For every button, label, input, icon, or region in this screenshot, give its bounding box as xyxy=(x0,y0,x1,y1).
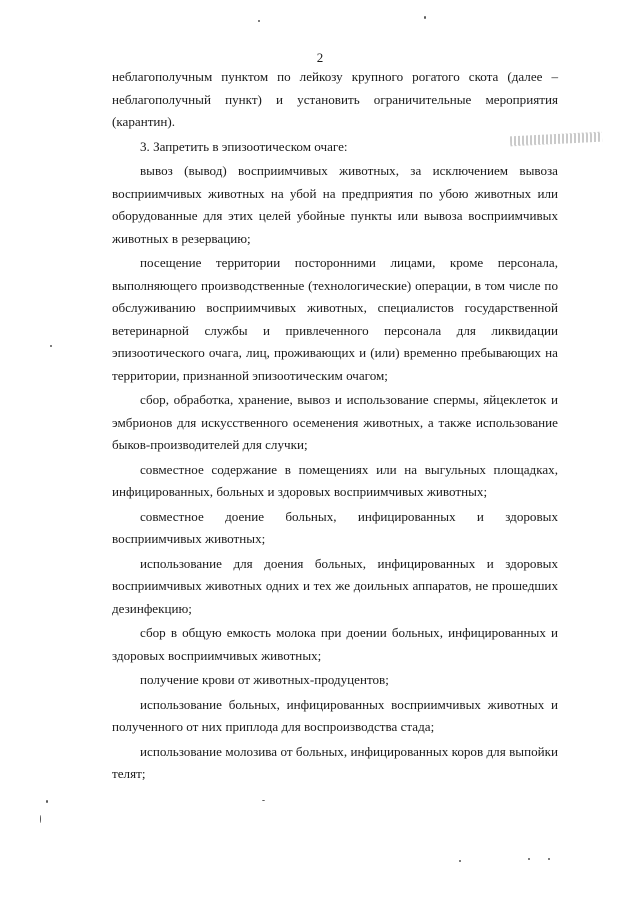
scan-speck xyxy=(40,815,41,823)
scan-speck xyxy=(459,860,461,862)
paragraph: посещение территории посторонними лицами, кроме персонала, выполняющего производственные (технологические) операции, в том числе по обслуживанию восприимчивых животных, специалистов государственной ветеринарной службы и привлеченного персонала для ликвидации эпизоотического очага, лиц, проживающих и (или) временно пребывающих на территории, признанной эпизоотическим очагом; xyxy=(112,255,558,383)
scan-speck xyxy=(46,800,48,803)
paragraph: сбор в общую емкость молока при доении больных, инфицированных и здоровых восприимчивых животных; xyxy=(112,625,558,663)
paragraph: использование больных, инфицированных восприимчивых животных и полученного от них приплода для воспроизводства стада; xyxy=(112,696,558,734)
section-heading: 3. Запретить в эпизоотическом очаге: xyxy=(140,138,348,154)
scan-speck xyxy=(424,16,426,19)
scan-speck xyxy=(548,858,550,860)
paragraph: получение крови от животных-продуцентов; xyxy=(140,672,389,687)
scan-speck xyxy=(258,20,260,22)
scan-speck xyxy=(50,345,52,347)
document-body xyxy=(112,66,558,788)
scan-speck xyxy=(262,800,265,801)
paragraph: использование для доения больных, инфицированных и здоровых восприимчивых животных одних и тех же доильных аппаратов, не прошедших дезинфекцию; xyxy=(112,555,558,616)
paragraph: совместное содержание в помещениях или на выгульных площадках, инфицированных, больных и здоровых восприимчивых животных; xyxy=(112,461,558,499)
paragraph: использование молозива от больных, инфицированных коров для выпойки телят; xyxy=(112,743,558,781)
scan-speck xyxy=(528,858,530,860)
paragraph: сбор, обработка, хранение, вывоз и использование спермы, яйцеклеток и эмбрионов для искусственного осеменения животных, а также использование быков-производителей для случки; xyxy=(112,392,558,452)
paragraph: неблагополучным пунктом по лейкозу крупного рогатого скота (далее – неблагополучный пункт) и установить ограничительные мероприятия (карантин). xyxy=(112,69,558,129)
paragraph: вывоз (вывод) восприимчивых животных, за исключением вывоза восприимчивых животных на убой на предприятия по убою животных или оборудованные для этих целей убойные пункты или вывоза восприимчивых животных в резервацию; xyxy=(112,163,558,246)
page-number: 2 xyxy=(316,50,324,65)
paragraph: совместное доение больных, инфицированных и здоровых восприимчивых животных; xyxy=(112,508,558,546)
